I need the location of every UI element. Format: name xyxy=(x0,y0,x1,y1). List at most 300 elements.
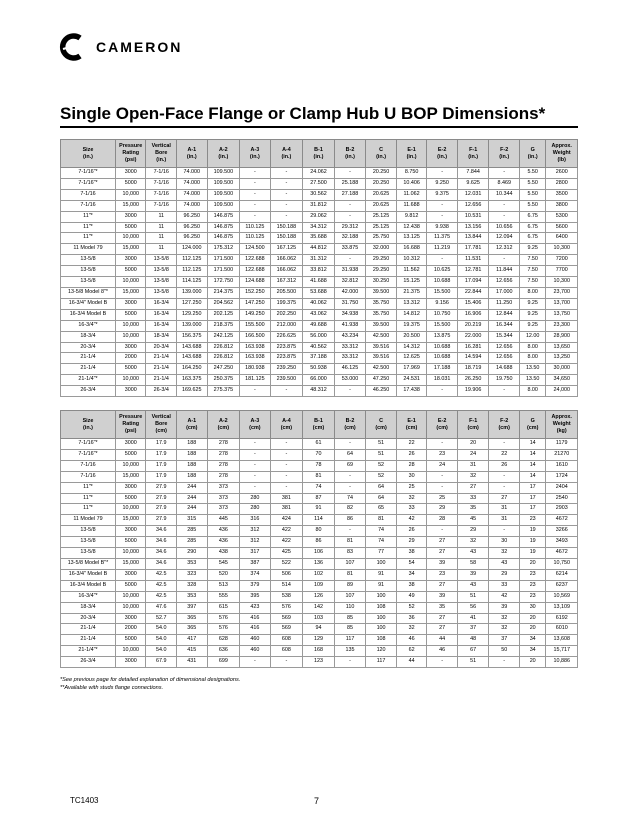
table-cell: 239.250 xyxy=(270,364,303,375)
table-cell: 7-1/16 xyxy=(61,471,116,482)
table-cell: 19 xyxy=(519,548,545,559)
table-cell: 7200 xyxy=(546,255,578,266)
table-cell: 34.938 xyxy=(334,309,366,320)
table-cell: - xyxy=(489,211,520,222)
table-cell: 41 xyxy=(457,613,489,624)
metric-dimensions-table xyxy=(60,410,578,668)
table-cell: 102 xyxy=(303,569,335,580)
table-cell: - xyxy=(240,200,271,211)
column-header xyxy=(546,411,578,439)
page-title: Single Open-Face Flange or Clamp Hub U BOP Dimensions* xyxy=(60,104,546,123)
table-cell: 226.625 xyxy=(270,331,303,342)
table-cell: 39 xyxy=(427,558,458,569)
column-header xyxy=(61,411,116,439)
table-cell: 8.00 xyxy=(519,386,545,397)
table-cell: 7.50 xyxy=(519,277,545,288)
table-cell: 5.50 xyxy=(519,178,545,189)
table-cell: 13-5/8 xyxy=(61,255,116,266)
column-header-line: E-2 xyxy=(437,146,447,153)
column-header xyxy=(146,411,177,439)
table-cell: 37 xyxy=(489,635,520,646)
table-cell: 20.500 xyxy=(396,331,427,342)
table-cell: 23 xyxy=(519,569,545,580)
table-row xyxy=(61,211,578,222)
table-cell: 74.000 xyxy=(177,200,208,211)
column-header-line: A-4 xyxy=(282,146,291,153)
table-cell: 89 xyxy=(334,580,366,591)
column-header-line: (cm) xyxy=(527,424,539,431)
table-cell: - xyxy=(334,255,366,266)
table-cell: 163.938 xyxy=(240,342,271,353)
table-cell: 33 xyxy=(489,580,520,591)
table-cell: 387 xyxy=(240,558,271,569)
column-header xyxy=(519,140,545,168)
table-cell: 3000 xyxy=(115,569,146,580)
table-cell: 14.312 xyxy=(396,342,427,353)
table-cell: - xyxy=(240,178,271,189)
table-cell: 109 xyxy=(303,580,335,591)
table-cell: 13.156 xyxy=(457,222,489,233)
table-row xyxy=(61,646,578,657)
table-cell: - xyxy=(334,439,366,450)
table-cell: 13.875 xyxy=(427,331,458,342)
table-cell: 77 xyxy=(366,548,397,559)
table-cell: 82 xyxy=(334,504,366,515)
column-header-line: (in.) xyxy=(156,157,167,163)
table-cell: 127.250 xyxy=(177,298,208,309)
table-cell: 7-1/16 xyxy=(146,168,177,179)
table-cell: 2903 xyxy=(546,504,578,515)
table-cell: - xyxy=(489,526,520,537)
table-cell: 30.562 xyxy=(303,189,335,200)
table-cell: 96.250 xyxy=(177,222,208,233)
table-cell: 47.6 xyxy=(146,602,177,613)
table-cell: 223.875 xyxy=(270,353,303,364)
column-header-line: (cm) xyxy=(186,424,198,431)
table-cell: - xyxy=(240,386,271,397)
table-cell: 422 xyxy=(270,537,303,548)
table-cell: 46.125 xyxy=(334,364,366,375)
table-cell: 10.656 xyxy=(489,222,520,233)
table-cell: 100 xyxy=(366,591,397,602)
table-cell: 146.875 xyxy=(207,222,240,233)
table-cell: 12.094 xyxy=(489,233,520,244)
table-cell: 34.312 xyxy=(303,222,335,233)
table-cell: 21-1/4"* xyxy=(61,375,116,386)
column-header xyxy=(146,140,177,168)
table-cell: - xyxy=(489,482,520,493)
table-cell: 34.6 xyxy=(146,548,177,559)
table-cell: 13-5/8 Model B"* xyxy=(61,558,116,569)
column-header-line: (psi) xyxy=(125,428,137,434)
table-cell: 17 xyxy=(519,493,545,504)
table-cell: 14 xyxy=(519,449,545,460)
table-cell: 78 xyxy=(303,460,335,471)
table-cell: 19 xyxy=(519,526,545,537)
table-cell: 44.812 xyxy=(303,244,335,255)
column-header xyxy=(240,140,271,168)
table-cell: 108 xyxy=(366,602,397,613)
table-cell: 114.125 xyxy=(177,277,208,288)
table-cell: 109.500 xyxy=(207,200,240,211)
table-cell: 423 xyxy=(240,602,271,613)
table-cell: 416 xyxy=(240,613,271,624)
table-cell: 20-3/4 xyxy=(146,342,177,353)
table-cell: 3000 xyxy=(115,211,146,222)
table-cell: 15.344 xyxy=(489,331,520,342)
table-cell: 180.938 xyxy=(240,364,271,375)
table-cell: 7-1/16 xyxy=(61,460,116,471)
table-cell: 51 xyxy=(366,449,397,460)
table-cell: 46 xyxy=(427,646,458,657)
column-header-line: (in.) xyxy=(468,153,479,160)
table-cell: 41.688 xyxy=(303,277,335,288)
table-cell: 13.312 xyxy=(396,298,427,309)
table-cell: 8.00 xyxy=(519,287,545,298)
table-cell: - xyxy=(334,200,366,211)
table-cell: 199.375 xyxy=(270,298,303,309)
table-cell: 39 xyxy=(489,602,520,613)
table-cell: 29 xyxy=(489,569,520,580)
table-cell: 244 xyxy=(177,482,208,493)
table-cell: 27 xyxy=(427,613,458,624)
table-cell: 33.875 xyxy=(334,244,366,255)
table-cell: 35 xyxy=(457,504,489,515)
table-cell: 11 Model 79 xyxy=(61,515,116,526)
table-cell: 94 xyxy=(303,624,335,635)
table-cell: 167.312 xyxy=(270,277,303,288)
table-cell: - xyxy=(427,526,458,537)
table-cell: 81 xyxy=(303,471,335,482)
table-cell: 32 xyxy=(457,471,489,482)
table-cell: 5000 xyxy=(115,178,146,189)
document-code: TC1403 xyxy=(70,796,99,805)
column-header-line: B-1 xyxy=(314,417,323,424)
table-row xyxy=(61,222,578,233)
table-row xyxy=(61,460,578,471)
table-cell: 100 xyxy=(366,613,397,624)
table-cell: - xyxy=(334,526,366,537)
table-cell: 7.50 xyxy=(519,266,545,277)
table-cell: 91 xyxy=(303,504,335,515)
table-cell: 438 xyxy=(207,548,240,559)
column-header-line: A-2 xyxy=(218,417,228,424)
table-cell: 11 xyxy=(146,222,177,233)
table-cell: 278 xyxy=(207,439,240,450)
column-header-line: (lb) xyxy=(557,157,566,163)
table-cell: 7-1/16"* xyxy=(61,449,116,460)
table-cell: 21-1/4"* xyxy=(61,646,116,657)
table-row xyxy=(61,200,578,211)
table-cell: 74 xyxy=(334,493,366,504)
table-cell: 18-3/4 xyxy=(146,331,177,342)
table-cell: 50 xyxy=(489,646,520,657)
table-cell: 353 xyxy=(177,558,208,569)
table-cell: 123 xyxy=(303,657,335,668)
table-cell: 188 xyxy=(177,449,208,460)
table-cell: 3000 xyxy=(115,613,146,624)
table-cell: 20.625 xyxy=(366,200,397,211)
table-cell: 100 xyxy=(366,558,397,569)
table-cell: 40.062 xyxy=(303,298,335,309)
column-header xyxy=(270,411,303,439)
table-cell: 9.375 xyxy=(427,189,458,200)
column-header xyxy=(177,140,208,168)
table-cell: 110.125 xyxy=(240,233,271,244)
table-cell: 7-1/16 xyxy=(146,200,177,211)
table-cell: 278 xyxy=(207,460,240,471)
table-cell: 172.750 xyxy=(207,277,240,288)
table-cell: - xyxy=(489,200,520,211)
table-cell: 25.125 xyxy=(366,222,397,233)
table-cell: 202.250 xyxy=(270,309,303,320)
table-cell: 51 xyxy=(457,591,489,602)
table-cell: 5600 xyxy=(546,222,578,233)
table-cell: 513 xyxy=(207,580,240,591)
table-cell: 10.625 xyxy=(427,266,458,277)
table-cell: 74.000 xyxy=(177,168,208,179)
table-cell: 43 xyxy=(489,558,520,569)
table-cell: 35.688 xyxy=(303,233,335,244)
table-cell: 365 xyxy=(177,613,208,624)
column-header-line: Size xyxy=(82,146,94,153)
table-cell: - xyxy=(240,460,271,471)
table-cell: 150.188 xyxy=(270,222,303,233)
table-cell: 576 xyxy=(270,602,303,613)
cameron-logo xyxy=(58,32,182,62)
table-cell: 30,000 xyxy=(546,364,578,375)
table-cell: 34 xyxy=(396,569,427,580)
column-header-line: Rating xyxy=(122,150,140,156)
table-row xyxy=(61,375,578,386)
table-cell: 21.375 xyxy=(396,287,427,298)
table-cell: 445 xyxy=(207,515,240,526)
column-header xyxy=(457,411,489,439)
table-cell: 14 xyxy=(519,471,545,482)
column-header-line: Size xyxy=(82,417,94,424)
table-cell: 416 xyxy=(240,624,271,635)
table-cell: 11.844 xyxy=(489,266,520,277)
table-cell: 13-5/8 xyxy=(146,277,177,288)
column-header xyxy=(457,140,489,168)
column-header-line: (psi) xyxy=(125,157,137,163)
table-cell: 460 xyxy=(240,646,271,657)
table-cell: 10,000 xyxy=(115,320,146,331)
table-cell: 150.188 xyxy=(270,233,303,244)
table-cell: - xyxy=(489,471,520,482)
table-cell: 16.344 xyxy=(489,320,520,331)
table-row xyxy=(61,364,578,375)
table-cell: 21270 xyxy=(546,449,578,460)
table-cell: 10,000 xyxy=(115,646,146,657)
table-cell: 30 xyxy=(519,602,545,613)
column-header xyxy=(427,140,458,168)
column-header-line: F-1 xyxy=(469,146,478,153)
column-header-line: B-2 xyxy=(345,146,355,153)
table-cell: 32 xyxy=(396,493,427,504)
table-cell: 9.625 xyxy=(457,178,489,189)
table-cell: 64 xyxy=(366,482,397,493)
table-cell: 19 xyxy=(519,537,545,548)
table-cell: 81 xyxy=(334,537,366,548)
table-cell: 12.625 xyxy=(396,353,427,364)
table-cell: 15,000 xyxy=(115,200,146,211)
table-cell: 278 xyxy=(207,471,240,482)
table-cell: 9.938 xyxy=(427,222,458,233)
table-cell: 8.750 xyxy=(396,168,427,179)
table-cell: 15.500 xyxy=(427,287,458,298)
table-cell: 37.188 xyxy=(303,353,335,364)
table-cell: 152.250 xyxy=(240,287,271,298)
column-header-line: A-1 xyxy=(187,417,197,424)
table-cell: 44 xyxy=(427,635,458,646)
table-cell: 3000 xyxy=(115,386,146,397)
table-cell: 26-3/4 xyxy=(146,386,177,397)
table-header-row xyxy=(61,140,578,168)
table-cell: 569 xyxy=(270,613,303,624)
table-cell: 53.000 xyxy=(334,375,366,386)
table-cell: 460 xyxy=(240,635,271,646)
table-cell: 323 xyxy=(177,569,208,580)
table-cell: 545 xyxy=(207,558,240,569)
table-cell: - xyxy=(270,386,303,397)
table-cell: 20.219 xyxy=(457,320,489,331)
column-header xyxy=(177,411,208,439)
table-cell: 135 xyxy=(334,646,366,657)
table-cell: 10.750 xyxy=(427,309,458,320)
table-cell: 12.438 xyxy=(396,222,427,233)
table-cell: 10.406 xyxy=(396,178,427,189)
table-cell: 43 xyxy=(457,548,489,559)
table-cell: - xyxy=(270,211,303,222)
table-cell: 181.125 xyxy=(240,375,271,386)
table-cell: 15,000 xyxy=(115,471,146,482)
table-cell: 373 xyxy=(207,504,240,515)
column-header-line: (cm) xyxy=(280,424,293,431)
table-cell: - xyxy=(427,211,458,222)
table-cell: 106 xyxy=(303,548,335,559)
table-cell: 85 xyxy=(334,624,366,635)
column-header xyxy=(489,411,520,439)
table-cell: 204.562 xyxy=(207,298,240,309)
table-cell: 13,700 xyxy=(546,298,578,309)
table-cell: - xyxy=(427,200,458,211)
table-cell: - xyxy=(240,482,271,493)
table-cell: 16-3/4 xyxy=(146,298,177,309)
table-cell: 67 xyxy=(457,646,489,657)
table-cell: 27 xyxy=(489,493,520,504)
table-cell: 10.688 xyxy=(427,353,458,364)
table-cell: 56 xyxy=(457,602,489,613)
table-cell: 506 xyxy=(270,569,303,580)
table-cell: 45 xyxy=(457,515,489,526)
table-cell: 13-5/8 xyxy=(61,548,116,559)
table-cell: 169.625 xyxy=(177,386,208,397)
column-header xyxy=(366,140,397,168)
table-cell: - xyxy=(489,168,520,179)
column-header xyxy=(115,411,146,439)
table-cell: 27.9 xyxy=(146,504,177,515)
table-cell: 52.7 xyxy=(146,613,177,624)
table-cell: 15,717 xyxy=(546,646,578,657)
table-cell: 21-1/4 xyxy=(61,353,116,364)
column-header-line: G xyxy=(530,417,535,424)
table-cell: 129.250 xyxy=(177,309,208,320)
table-cell: 91 xyxy=(366,569,397,580)
table-cell: 615 xyxy=(207,602,240,613)
table-cell: 13-5/8 xyxy=(146,266,177,277)
brand-name: CAMERON xyxy=(96,39,183,55)
table-cell: 32.000 xyxy=(366,244,397,255)
table-cell: 13-5/8 xyxy=(61,266,116,277)
table-cell: 54.0 xyxy=(146,624,177,635)
column-header-line: C xyxy=(379,146,384,153)
table-cell: 315 xyxy=(177,515,208,526)
table-cell: 24 xyxy=(427,460,458,471)
table-cell: 49 xyxy=(396,591,427,602)
table-cell: 31.750 xyxy=(334,298,366,309)
table-cell: 52 xyxy=(366,471,397,482)
table-cell: 26-3/4 xyxy=(61,386,116,397)
table-cell: 139.000 xyxy=(177,320,208,331)
table-cell: - xyxy=(489,657,520,668)
table-cell: 124.688 xyxy=(240,277,271,288)
column-header-line: Pressure xyxy=(119,414,143,420)
column-header-line: (in.) xyxy=(281,153,292,160)
table-cell: 96.250 xyxy=(177,233,208,244)
table-cell: 13-5/8 xyxy=(61,277,116,288)
table-cell: 81 xyxy=(366,515,397,526)
table-cell: 48.312 xyxy=(303,386,335,397)
table-cell: 17.9 xyxy=(146,449,177,460)
table-row xyxy=(61,353,578,364)
table-cell: 20 xyxy=(457,439,489,450)
table-cell: 39.500 xyxy=(366,287,397,298)
table-cell: 33 xyxy=(457,493,489,504)
table-cell: 15,000 xyxy=(115,558,146,569)
table-cell: 17.188 xyxy=(427,364,458,375)
table-cell: 64 xyxy=(334,449,366,460)
table-cell: 18-3/4 xyxy=(61,602,116,613)
table-cell: 223.875 xyxy=(270,342,303,353)
table-cell: - xyxy=(334,482,366,493)
table-cell: 436 xyxy=(207,526,240,537)
table-cell: 24.531 xyxy=(396,375,427,386)
table-cell: - xyxy=(427,255,458,266)
column-header-line: (kg) xyxy=(556,428,567,434)
table-cell: 10,000 xyxy=(115,233,146,244)
table-cell: 100 xyxy=(366,624,397,635)
table-cell: 16-3/4" Model B xyxy=(61,569,116,580)
table-cell: - xyxy=(270,178,303,189)
table-cell: 47.250 xyxy=(366,375,397,386)
table-cell: 10,300 xyxy=(546,244,578,255)
table-cell: 30 xyxy=(396,471,427,482)
table-cell: 8.00 xyxy=(519,342,545,353)
column-header-line: (in.) xyxy=(313,153,324,160)
table-cell: 10.688 xyxy=(427,277,458,288)
table-cell: 608 xyxy=(270,635,303,646)
table-cell: 10,000 xyxy=(115,277,146,288)
table-row xyxy=(61,548,578,559)
table-cell: - xyxy=(427,657,458,668)
table-cell: 31.938 xyxy=(334,266,366,277)
table-cell: 2540 xyxy=(546,493,578,504)
table-cell: 42.000 xyxy=(334,287,366,298)
column-header xyxy=(207,140,240,168)
table-cell: - xyxy=(334,657,366,668)
table-cell: 212.000 xyxy=(270,320,303,331)
